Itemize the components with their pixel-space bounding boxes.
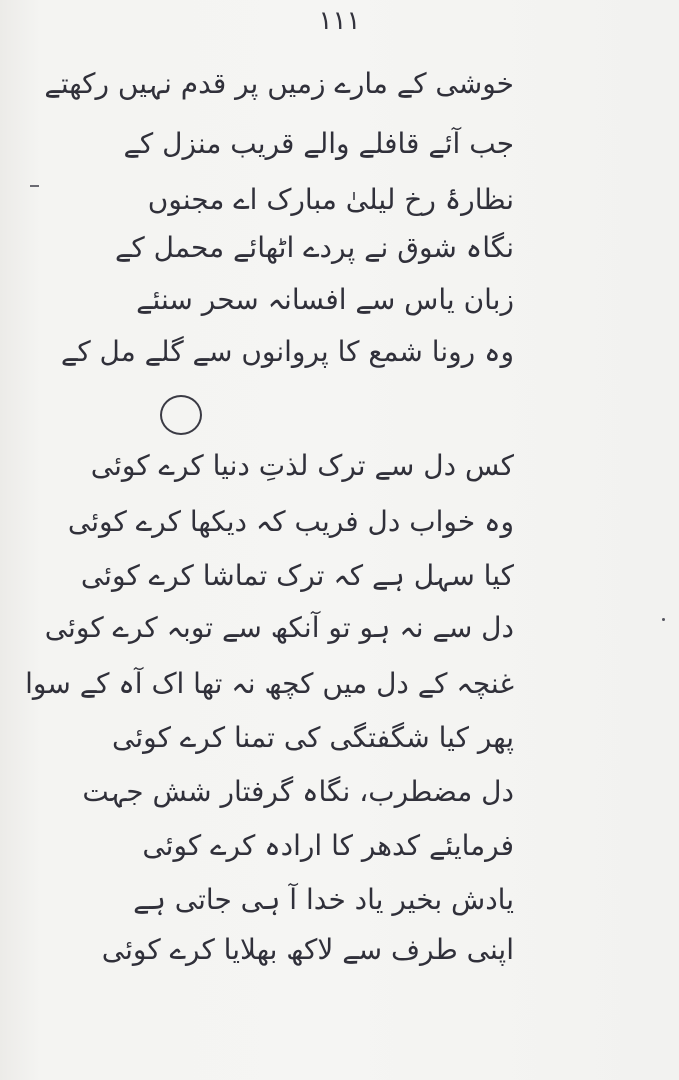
paper-mark: [30, 185, 39, 187]
page-number: ۱۱۱: [318, 6, 361, 36]
poem-line: پھر کیا شگفتگی کی تمنا کرے کوئی: [112, 721, 514, 754]
poem-line: یادش بخیر یاد خدا آ ہی جاتی ہے: [133, 883, 514, 916]
poem-line: خوشی کے مارے زمیں پر قدم نہیں رکھتے: [44, 67, 514, 100]
poem-line: فرمایئے کدھر کا ارادہ کرے کوئی: [142, 829, 514, 862]
poem-line: جب آئے قافلے والے قریب منزل کے: [123, 127, 514, 160]
poem-line: کیا سہل ہے کہ ترک تماشا کرے کوئی: [80, 559, 514, 592]
poem-line: اپنی طرف سے لاکھ بھلایا کرے کوئی: [101, 933, 514, 966]
paper-speck: [662, 618, 665, 621]
poem-line: نگاہ شوق نے پردے اٹھائے محمل کے: [115, 231, 514, 264]
poem-line: دل مضطرب، نگاہ گرفتار شش جہت: [82, 775, 514, 808]
poem-line: زبان یاس سے افسانہ سحر سنئے: [136, 283, 514, 316]
poem-line: وہ رونا شمع کا پروانوں سے گلے مل کے: [60, 335, 514, 368]
poem-line: غنچہ کے دل میں کچھ نہ تھا اک آہ کے سوا: [25, 667, 514, 700]
poem-line: وہ خواب دل فریب کہ دیکھا کرے کوئی: [67, 505, 514, 538]
poem-line: نظارۂ رخ لیلیٰ مبارک اے مجنوں: [147, 183, 514, 216]
section-divider-circle: [160, 395, 202, 435]
poem-line: کس دل سے ترک لذتِ دنیا کرے کوئی: [90, 449, 514, 482]
poem-line: دل سے نہ ہو تو آنکھ سے توبہ کرے کوئی: [44, 611, 514, 644]
